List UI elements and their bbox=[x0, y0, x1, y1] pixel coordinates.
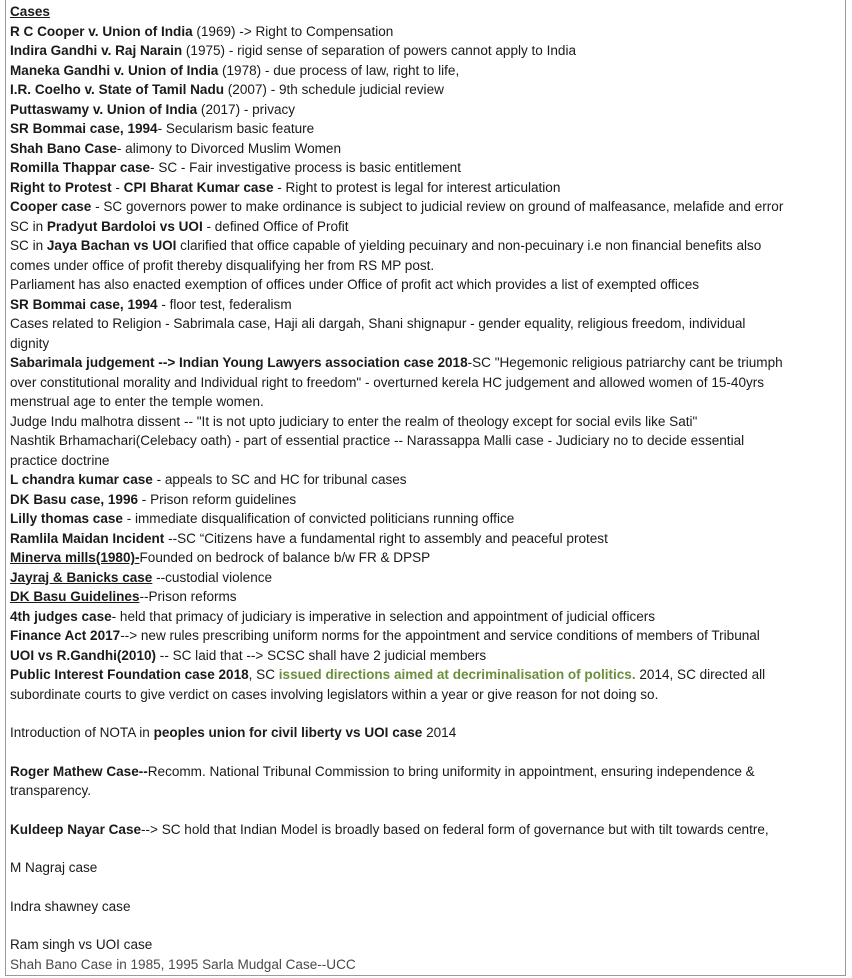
case-name: Maneka Gandhi v. Union of India bbox=[10, 62, 219, 78]
case-topic: Right to Protest bbox=[10, 179, 112, 195]
blank-line bbox=[10, 839, 844, 858]
case-detail: - floor test, federalism bbox=[157, 296, 292, 312]
case-detail: -- SC laid that --> SCSC shall have 2 judicial members bbox=[156, 647, 487, 663]
note-line bbox=[10, 607, 844, 627]
case-detail: - held that primacy of judiciary is imperative in selection and appointment of judicial officers bbox=[111, 608, 656, 624]
case-detail: Founded on bedrock of balance b/w FR & DPSP bbox=[139, 550, 431, 565]
note-line bbox=[10, 217, 844, 237]
note-line bbox=[10, 178, 844, 198]
case-detail: - appeals to SC and HC for tribunal cases bbox=[152, 472, 407, 487]
note-line bbox=[10, 353, 844, 373]
case-detail: - alimony to Divorced Muslim Women bbox=[116, 140, 341, 156]
blank-line bbox=[10, 916, 844, 935]
case-detail: - defined Office of Profit bbox=[202, 218, 349, 234]
case-name: Roger Mathew Case-- bbox=[10, 763, 148, 779]
note-line bbox=[10, 158, 844, 178]
note-line bbox=[10, 548, 844, 568]
case-name: Sabarimala judgement --> Indian Young Lawyers association case 2018 bbox=[10, 355, 468, 370]
case-name: Finance Act 2017 bbox=[10, 628, 121, 643]
case-detail: - SC - Fair investigative process is basic entitlement bbox=[150, 160, 461, 175]
case-detail: --Prison reforms bbox=[139, 589, 237, 604]
case-name: Ramlila Maidan Incident bbox=[10, 530, 165, 546]
case-name: Puttaswamy v. Union of India bbox=[10, 101, 198, 117]
note-line bbox=[10, 22, 844, 42]
case-name: SR Bommai case, 1994 bbox=[10, 296, 158, 312]
note-line bbox=[10, 646, 844, 666]
note-line bbox=[10, 568, 844, 588]
case-detail: clarified that office capable of yielding pecuinary and non-pecuinary i.e non financial benefits also bbox=[176, 238, 762, 253]
case-detail: - immediate disqualification of convicted politicians running office bbox=[122, 511, 515, 526]
case-detail: 2014, SC directed all bbox=[635, 667, 766, 682]
note-line bbox=[10, 61, 844, 81]
case-name: Jayraj & Banicks case bbox=[10, 569, 153, 585]
case-name: peoples union for civil liberty vs UOI case bbox=[153, 725, 423, 740]
prefix: SC in bbox=[10, 238, 47, 253]
blank-line bbox=[10, 743, 844, 762]
case-detail: - SC governors power to make ordinance is subject to judicial review on ground of malfeasance, melafide and error bbox=[91, 199, 784, 214]
prefix: SC in bbox=[10, 218, 47, 234]
case-name: DK Basu Guidelines bbox=[10, 589, 140, 604]
note-line bbox=[10, 762, 844, 782]
case-name: DK Basu case, 1996 bbox=[10, 491, 139, 507]
note-line bbox=[10, 197, 844, 217]
case-detail: (2007) - 9th schedule judicial review bbox=[224, 82, 444, 97]
case-name: L chandra kumar case bbox=[10, 472, 153, 487]
case-detail: --SC “Citizens have a fundamental right to assembly and peaceful protest bbox=[164, 530, 608, 546]
page-heading: Cases bbox=[10, 4, 50, 19]
note-line bbox=[10, 626, 844, 646]
note-line bbox=[10, 119, 844, 139]
case-name: UOI vs R.Gandhi(2010) bbox=[10, 647, 157, 663]
note-line bbox=[10, 470, 844, 490]
note-line: Ram singh vs UOI case bbox=[10, 937, 153, 952]
case-name: Lilly thomas case bbox=[10, 511, 123, 526]
notes-content bbox=[10, 2, 844, 974]
heading-line bbox=[10, 2, 844, 22]
note-line bbox=[10, 41, 844, 61]
case-name: CPI Bharat Kumar case bbox=[123, 179, 274, 195]
case-detail: (1975) - rigid sense of separation of powers cannot apply to India bbox=[182, 43, 576, 58]
case-name: Minerva mills(1980)- bbox=[10, 550, 140, 565]
case-name: SR Bommai case, 1994 bbox=[10, 121, 158, 136]
case-name: R C Cooper v. Union of India bbox=[10, 23, 193, 39]
case-name: Kuldeep Nayar Case bbox=[10, 821, 142, 837]
case-detail: 2014 bbox=[422, 725, 457, 740]
note-line bbox=[10, 490, 844, 510]
note-line bbox=[10, 80, 844, 100]
note-line: menstrual age to enter the temple women. bbox=[10, 394, 264, 409]
note-line bbox=[10, 139, 844, 159]
case-detail: - Right to protest is legal for interest articulation bbox=[273, 179, 561, 195]
separator: - bbox=[111, 179, 124, 195]
case-detail: --> new rules prescribing uniform norms for the appointment and service conditions of members of Tribunal bbox=[120, 628, 760, 643]
case-detail: - Secularism basic feature bbox=[157, 121, 315, 136]
case-name: Romilla Thappar case bbox=[10, 160, 151, 175]
case-detail: --custodial violence bbox=[152, 569, 273, 585]
blank-line bbox=[10, 704, 844, 723]
case-detail: (1969) -> Right to Compensation bbox=[192, 23, 394, 39]
note-line: Nashtik Brhamachari(Celebacy oath) - part of essential practice -- Narassappa Malli case - Judiciary no to decide essential bbox=[10, 433, 745, 448]
note-line bbox=[10, 509, 844, 529]
case-detail: Recomm. National Tribunal Commission to bring uniformity in appointment, ensuring independence & bbox=[147, 763, 755, 779]
note-line bbox=[10, 665, 844, 685]
note-line: Cases related to Religion - Sabrimala case, Haji ali dargah, Shani shignapur - gender equality, religious freedom, individual bbox=[10, 316, 746, 331]
note-line: Shah Bano Case in 1985, 1995 Sarla Mudgal Case--UCC bbox=[10, 956, 356, 972]
case-name: Public Interest Foundation case 2018 bbox=[10, 667, 249, 682]
note-line bbox=[10, 295, 844, 315]
case-name: Indira Gandhi v. Raj Narain bbox=[10, 43, 183, 58]
highlighted-text: issued directions aimed at decriminalisation of politics. bbox=[278, 667, 636, 682]
case-name: Pradyut Bardoloi vs UOI bbox=[46, 218, 203, 234]
note-line: Parliament has also enacted exemption of offices under Office of profit act which provides a list of exempted offices bbox=[10, 277, 700, 292]
case-name: 4th judges case bbox=[10, 608, 112, 624]
note-line: Indra shawney case bbox=[10, 898, 131, 914]
note-line bbox=[10, 820, 844, 840]
case-detail: , SC bbox=[248, 667, 279, 682]
note-line: over constitutional morality and Individual right to freedom" - overturned kerela HC judgement and allowed women of 15-40yrs bbox=[10, 374, 765, 390]
note-line: Judge Indu malhotra dissent -- "It is not upto judiciary to enter the realm of theology except for social evils like Sati" bbox=[10, 413, 698, 429]
case-name: Shah Bano Case bbox=[10, 140, 117, 156]
case-detail: --> SC hold that Indian Model is broadly based on federal form of governance but with tilt towards centre, bbox=[141, 821, 769, 837]
blank-line bbox=[10, 878, 844, 897]
case-name: Jaya Bachan vs UOI bbox=[46, 238, 177, 253]
case-detail: (1978) - due process of law, right to life, bbox=[218, 62, 460, 78]
case-detail: (2017) - privacy bbox=[197, 101, 296, 117]
note-line bbox=[10, 529, 844, 549]
blank-line bbox=[10, 801, 844, 820]
case-detail: - Prison reform guidelines bbox=[138, 491, 297, 507]
note-line bbox=[10, 723, 844, 743]
note-line bbox=[10, 236, 844, 256]
case-name: Cooper case bbox=[10, 199, 92, 214]
note-line: practice doctrine bbox=[10, 452, 110, 468]
case-detail: -SC "Hegemonic religious patriarchy cant be triumph bbox=[467, 355, 783, 370]
case-name: I.R. Coelho v. State of Tamil Nadu bbox=[10, 82, 225, 97]
note-line: subordinate courts to give verdict on cases involving legislators within a year or give reason for not doing so. bbox=[10, 686, 659, 702]
note-line: dignity bbox=[10, 335, 50, 351]
note-line: M Nagraj case bbox=[10, 860, 98, 875]
note-line bbox=[10, 587, 844, 607]
note-line: transparency. bbox=[10, 783, 92, 798]
note-line bbox=[10, 100, 844, 120]
note-line: comes under office of profit thereby disqualifying her from RS MP post. bbox=[10, 257, 435, 273]
prefix: Introduction of NOTA in bbox=[10, 725, 154, 740]
